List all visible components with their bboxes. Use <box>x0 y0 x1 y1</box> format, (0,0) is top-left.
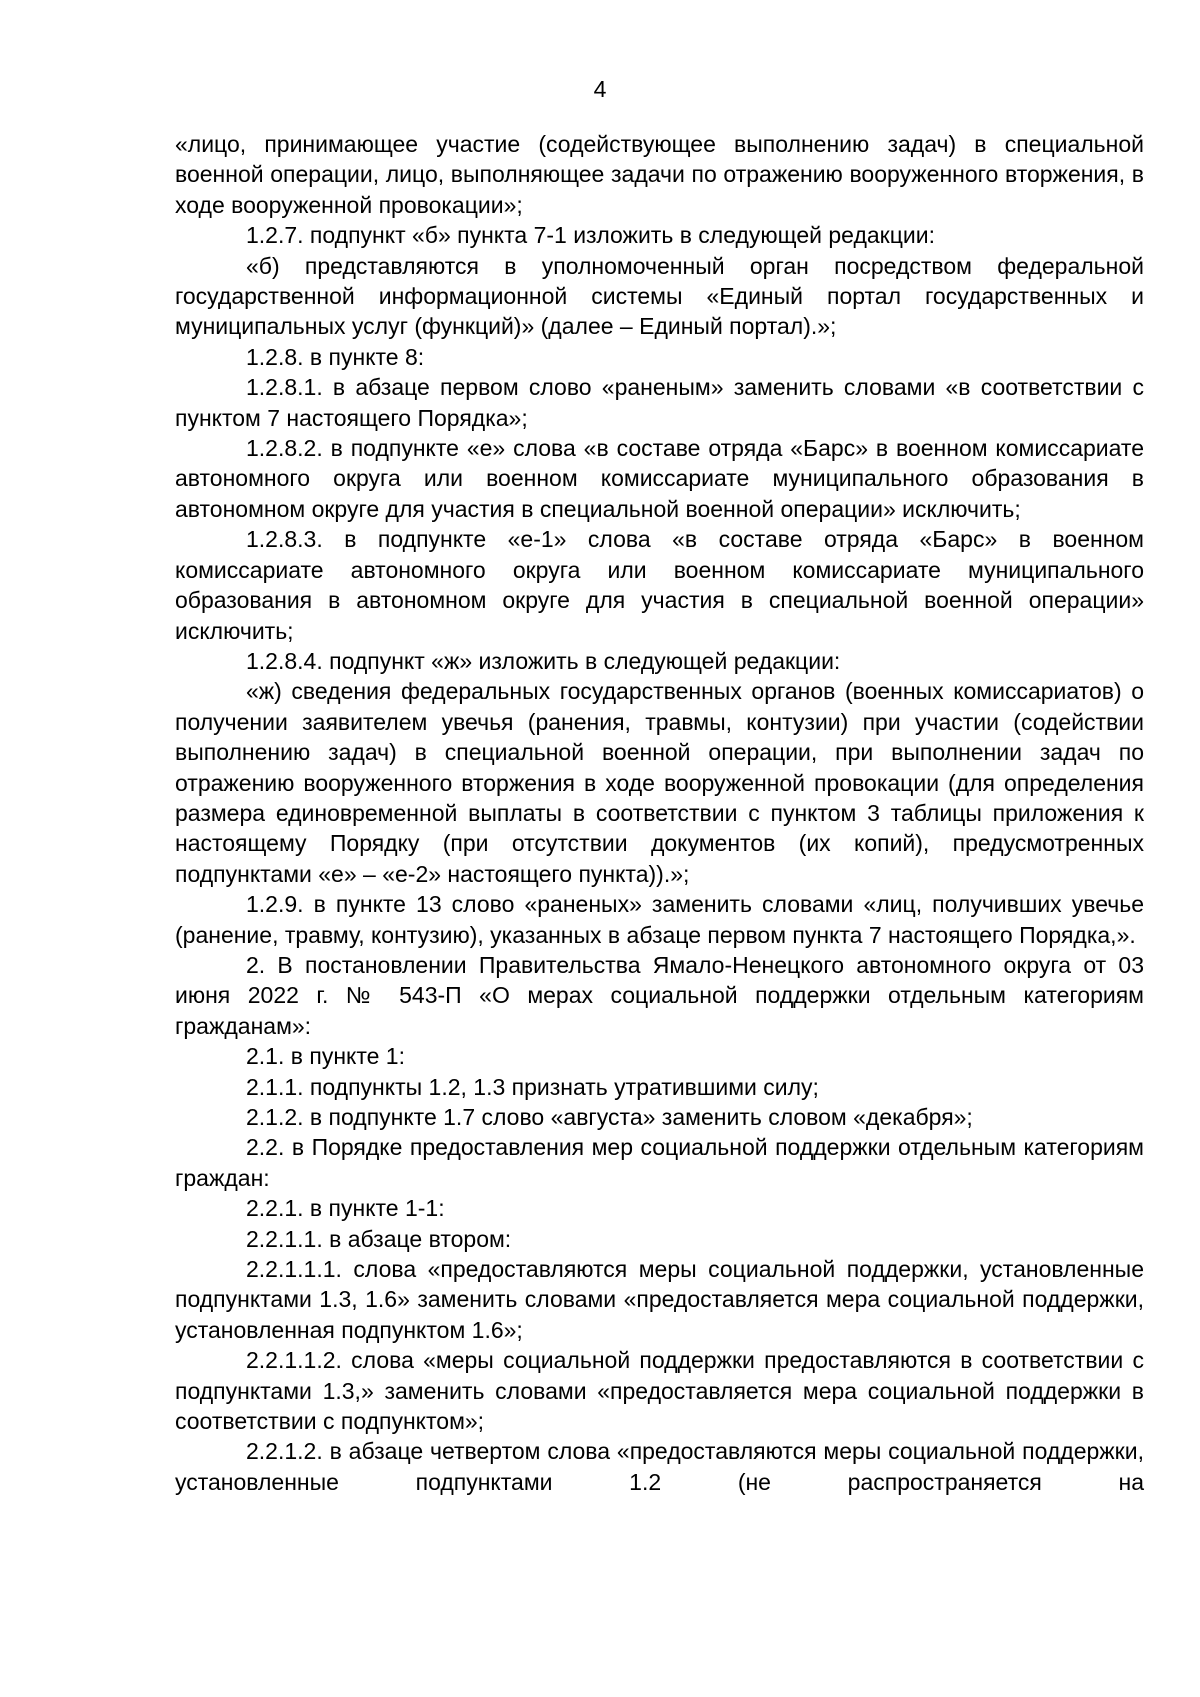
paragraph: «б) представляются в уполномоченный орган посредством федеральной государственной информационной системы «Единый портал государственных и муниципальных услуг (функций)» (далее – Единый портал).»; <box>175 252 1144 340</box>
paragraph: 2.2.1.1.2. слова «меры социальной поддержки предоставляются в соответствии с подпунктами 1.3,» заменить словами «предоставляется мера социальной поддержки в соответствии с подпунктом»; <box>175 1347 1144 1435</box>
paragraph: 2.2.1.2. в абзаце четвертом слова «предоставляются меры социальной поддержки, установленные подпунктами 1.2 (не распространяется на <box>175 1438 1144 1495</box>
paragraph: 2.2.1.1.1. слова «предоставляются меры социальной поддержки, установленные подпунктами 1.3, 1.6» заменить словами «предоставляется мера социальной поддержки, установленная подпунктом 1.6»; <box>175 1256 1144 1343</box>
paragraph: 1.2.7. подпункт «б» пункта 7-1 изложить в следующей редакции: <box>246 222 935 249</box>
paragraph: 2. В постановлении Правительства Ямало-Ненецкого автономного округа от 03 июня 2022 г. № 543-П «О мерах социальной поддержки отдельным категориям гражданам»: <box>175 951 1144 1039</box>
page-number: 4 <box>593 76 607 102</box>
paragraph: 2.1.2. в подпункте 1.7 слово «августа» заменить словом «декабря»; <box>246 1104 973 1130</box>
paragraph: 2.1.1. подпункты 1.2, 1.3 признать утратившими силу; <box>246 1073 819 1100</box>
paragraph: 1.2.9. в пункте 13 слово «раненых» заменить словами «лиц, получивших увечье (ранение, травму, контузию), указанных в абзаце первом пункта 7 настоящего Порядка,». <box>175 891 1144 948</box>
paragraph: 1.2.8.3. в подпункте «е-1» слова «в составе отряда «Барс» в военном комиссариате автономного округа или военном комиссариате муниципального образования в автономном округе для участия в специальной военной операции» исключить; <box>175 526 1144 644</box>
paragraph: 1.2.8.4. подпункт «ж» изложить в следующей редакции: <box>246 647 841 674</box>
paragraph: 1.2.8. в пункте 8: <box>246 343 425 370</box>
paragraph: 2.2.1. в пункте 1-1: <box>246 1195 445 1222</box>
paragraph: «ж) сведения федеральных государственных органов (военных комиссариатов) о получении заявителем увечья (ранения, травмы, контузии) при участии (содействии выполнению задач) в специальной военной операции, при выполнении задач по отражению вооруженного вторжения в ходе вооруженной провокации (для определения размера единовременной выплаты в соответствии с пунктом 3 таблицы приложения к настоящему Порядку (при отсутствии документов (их копий), предусмотренных подпунктами «е» – «е-2» настоящего пункта)).»; <box>175 678 1144 887</box>
paragraph: 2.2.1.1. в абзаце втором: <box>246 1225 512 1252</box>
paragraph: 2.1. в пункте 1: <box>246 1043 405 1070</box>
paragraph: 1.2.8.1. в абзаце первом слово «раненым» заменить словами «в соответствии с пунктом 7 настоящего Порядка»; <box>175 374 1144 431</box>
paragraph: «лицо, принимающее участие (содействующее выполнению задач) в специальной военной операции, лицо, выполняющее задачи по отражению вооруженного вторжения, в ходе вооруженной провокации»; <box>175 131 1144 218</box>
paragraph: 1.2.8.2. в подпункте «е» слова «в составе отряда «Барс» в военном комиссариате автономного округа или военном комиссариате муниципального образования в автономном округе для участия в специальной военной операции» исключить; <box>175 435 1144 522</box>
paragraph: 2.2. в Порядке предоставления мер социальной поддержки отдельным категориям граждан: <box>175 1134 1144 1191</box>
document-body <box>175 129 1144 1497</box>
